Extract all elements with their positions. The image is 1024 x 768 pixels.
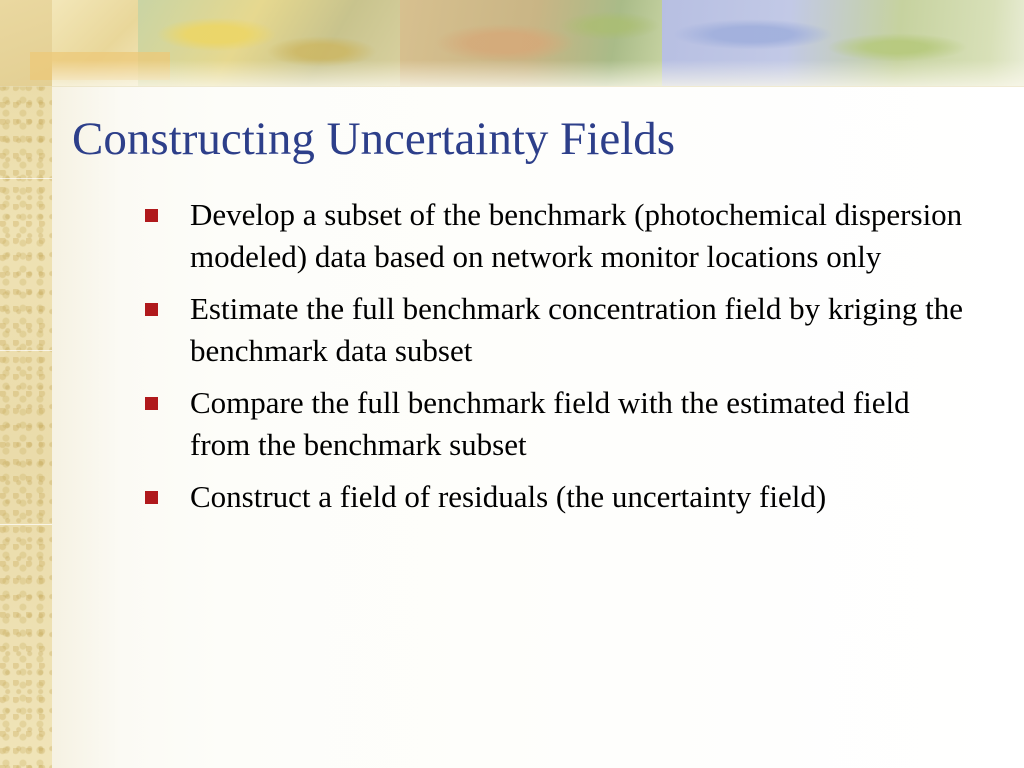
bullet-text: Estimate the full benchmark concentration field by kriging the benchmark data subset (190, 291, 964, 368)
banner-divider (0, 86, 1024, 87)
bullet-list (140, 194, 970, 528)
left-decorative-strip (0, 0, 52, 768)
decorative-banner (0, 0, 1024, 86)
bullet-text: Construct a field of residuals (the uncertainty field) (190, 479, 827, 514)
square-bullet-icon (145, 397, 158, 410)
bullet-text: Compare the full benchmark field with the estimated field from the benchmark subset (190, 385, 910, 462)
bullet-item (140, 382, 970, 466)
strip-divider (0, 524, 52, 525)
square-bullet-icon (145, 303, 158, 316)
strip-divider (0, 350, 52, 351)
slide-title: Constructing Uncertainty Fields (72, 113, 676, 165)
bullet-text: Develop a subset of the benchmark (photochemical dispersion modeled) data based on network monitor locations only (190, 197, 963, 274)
bullet-item (140, 476, 970, 518)
strip-divider (0, 178, 52, 179)
bullet-item (140, 194, 970, 278)
banner-fade (52, 60, 1024, 86)
square-bullet-icon (145, 491, 158, 504)
square-bullet-icon (145, 209, 158, 222)
bullet-item (140, 288, 970, 372)
